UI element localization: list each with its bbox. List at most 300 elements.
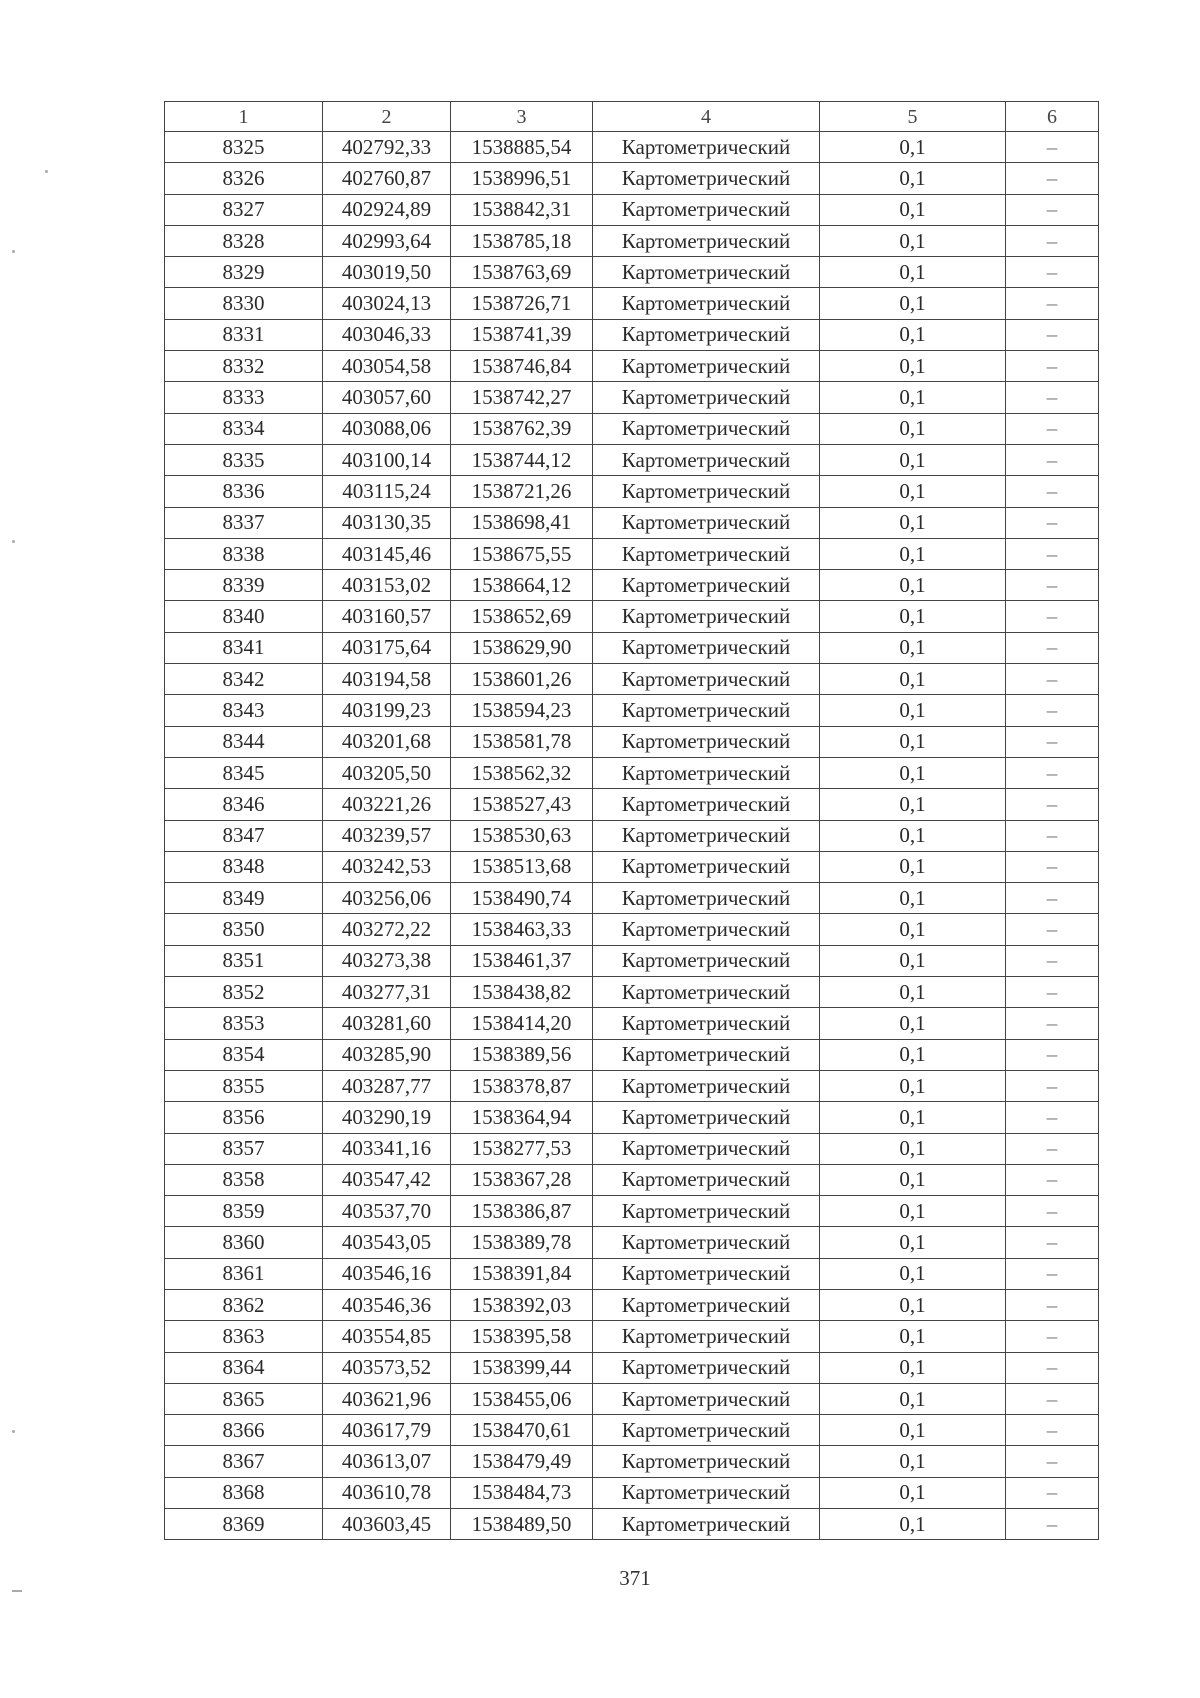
y-coordinate-cell: 1538721,26 [451,476,593,507]
y-coordinate-cell: 1538746,84 [451,351,593,382]
x-coordinate-cell: 403546,16 [323,1258,451,1289]
point-number-cell: 8336 [165,476,323,507]
method-cell: Картометрический [593,664,820,695]
x-coordinate-cell: 403153,02 [323,570,451,601]
method-cell: Картометрический [593,789,820,820]
point-number-cell: 8337 [165,507,323,538]
y-coordinate-cell: 1538378,87 [451,1070,593,1101]
point-number-cell: 8347 [165,820,323,851]
table-row [165,1258,1099,1289]
accuracy-cell: 0,1 [820,1446,1006,1477]
note-cell: – [1006,977,1099,1008]
method-cell: Картометрический [593,351,820,382]
method-cell: Картометрический [593,382,820,413]
point-number-cell: 8333 [165,382,323,413]
note-cell: – [1006,1509,1099,1540]
y-coordinate-cell: 1538392,03 [451,1289,593,1320]
table-row [165,413,1099,444]
method-cell: Картометрический [593,194,820,225]
x-coordinate-cell: 403115,24 [323,476,451,507]
method-cell: Картометрический [593,1196,820,1227]
y-coordinate-cell: 1538414,20 [451,1008,593,1039]
note-cell: – [1006,1383,1099,1414]
point-number-cell: 8368 [165,1477,323,1508]
accuracy-cell: 0,1 [820,1289,1006,1320]
accuracy-cell: 0,1 [820,1070,1006,1101]
accuracy-cell: 0,1 [820,632,1006,663]
column-header: 1 [165,102,323,132]
x-coordinate-cell: 403621,96 [323,1383,451,1414]
note-cell: – [1006,413,1099,444]
y-coordinate-cell: 1538562,32 [451,757,593,788]
method-cell: Картометрический [593,601,820,632]
note-cell: – [1006,883,1099,914]
table-row [165,132,1099,163]
accuracy-cell: 0,1 [820,1008,1006,1039]
table-row [165,1321,1099,1352]
column-header: 6 [1006,102,1099,132]
method-cell: Картометрический [593,1133,820,1164]
table-row [165,225,1099,256]
table-row [165,726,1099,757]
accuracy-cell: 0,1 [820,1509,1006,1540]
note-cell: – [1006,664,1099,695]
y-coordinate-cell: 1538996,51 [451,163,593,194]
x-coordinate-cell: 403613,07 [323,1446,451,1477]
y-coordinate-cell: 1538513,68 [451,851,593,882]
table-row [165,194,1099,225]
page-number: 371 [619,1566,651,1590]
x-coordinate-cell: 403239,57 [323,820,451,851]
table-row [165,1509,1099,1540]
table-row [165,444,1099,475]
table-row [165,257,1099,288]
note-cell: – [1006,601,1099,632]
point-number-cell: 8334 [165,413,323,444]
y-coordinate-cell: 1538664,12 [451,570,593,601]
method-cell: Картометрический [593,163,820,194]
table-row [165,820,1099,851]
method-cell: Картометрический [593,1102,820,1133]
note-cell: – [1006,695,1099,726]
point-number-cell: 8340 [165,601,323,632]
point-number-cell: 8330 [165,288,323,319]
x-coordinate-cell: 403057,60 [323,382,451,413]
accuracy-cell: 0,1 [820,1227,1006,1258]
note-cell: – [1006,382,1099,413]
point-number-cell: 8359 [165,1196,323,1227]
accuracy-cell: 0,1 [820,194,1006,225]
note-cell: – [1006,1008,1099,1039]
scan-speck [45,170,48,173]
x-coordinate-cell: 403175,64 [323,632,451,663]
accuracy-cell: 0,1 [820,914,1006,945]
y-coordinate-cell: 1538484,73 [451,1477,593,1508]
scan-speck [12,1430,15,1433]
method-cell: Картометрический [593,413,820,444]
note-cell: – [1006,945,1099,976]
y-coordinate-cell: 1538461,37 [451,945,593,976]
x-coordinate-cell: 403285,90 [323,1039,451,1070]
method-cell: Картометрический [593,1258,820,1289]
accuracy-cell: 0,1 [820,476,1006,507]
table-row [165,1352,1099,1383]
accuracy-cell: 0,1 [820,319,1006,350]
table-row [165,1164,1099,1195]
table-row [165,351,1099,382]
point-number-cell: 8345 [165,757,323,788]
coordinates-table [164,101,1099,1540]
y-coordinate-cell: 1538463,33 [451,914,593,945]
note-cell: – [1006,507,1099,538]
note-cell: – [1006,570,1099,601]
point-number-cell: 8341 [165,632,323,663]
method-cell: Картометрический [593,1070,820,1101]
point-number-cell: 8351 [165,945,323,976]
table-row [165,382,1099,413]
accuracy-cell: 0,1 [820,1477,1006,1508]
y-coordinate-cell: 1538581,78 [451,726,593,757]
scan-speck [12,250,15,253]
table-row [165,1102,1099,1133]
table-row [165,851,1099,882]
note-cell: – [1006,319,1099,350]
note-cell: – [1006,757,1099,788]
x-coordinate-cell: 403617,79 [323,1415,451,1446]
y-coordinate-cell: 1538652,69 [451,601,593,632]
y-coordinate-cell: 1538726,71 [451,288,593,319]
table-row [165,1196,1099,1227]
table-row [165,1039,1099,1070]
x-coordinate-cell: 403221,26 [323,789,451,820]
point-number-cell: 8335 [165,444,323,475]
point-number-cell: 8352 [165,977,323,1008]
accuracy-cell: 0,1 [820,1383,1006,1414]
method-cell: Картометрический [593,977,820,1008]
y-coordinate-cell: 1538629,90 [451,632,593,663]
column-header: 3 [451,102,593,132]
method-cell: Картометрический [593,695,820,726]
table-row [165,476,1099,507]
x-coordinate-cell: 403546,36 [323,1289,451,1320]
y-coordinate-cell: 1538744,12 [451,444,593,475]
y-coordinate-cell: 1538530,63 [451,820,593,851]
table-row [165,1383,1099,1414]
x-coordinate-cell: 403290,19 [323,1102,451,1133]
x-coordinate-cell: 403046,33 [323,319,451,350]
y-coordinate-cell: 1538367,28 [451,1164,593,1195]
x-coordinate-cell: 403547,42 [323,1164,451,1195]
note-cell: – [1006,1227,1099,1258]
accuracy-cell: 0,1 [820,757,1006,788]
point-number-cell: 8326 [165,163,323,194]
y-coordinate-cell: 1538842,31 [451,194,593,225]
method-cell: Картометрический [593,820,820,851]
note-cell: – [1006,1258,1099,1289]
accuracy-cell: 0,1 [820,851,1006,882]
method-cell: Картометрический [593,1227,820,1258]
table-row [165,538,1099,569]
y-coordinate-cell: 1538277,53 [451,1133,593,1164]
point-number-cell: 8360 [165,1227,323,1258]
scan-speck [12,540,15,543]
table-row [165,1415,1099,1446]
point-number-cell: 8332 [165,351,323,382]
table-row [165,1070,1099,1101]
point-number-cell: 8357 [165,1133,323,1164]
accuracy-cell: 0,1 [820,507,1006,538]
method-cell: Картометрический [593,1008,820,1039]
note-cell: – [1006,132,1099,163]
point-number-cell: 8350 [165,914,323,945]
note-cell: – [1006,194,1099,225]
accuracy-cell: 0,1 [820,570,1006,601]
method-cell: Картометрический [593,225,820,256]
y-coordinate-cell: 1538438,82 [451,977,593,1008]
point-number-cell: 8338 [165,538,323,569]
x-coordinate-cell: 403281,60 [323,1008,451,1039]
note-cell: – [1006,1164,1099,1195]
note-cell: – [1006,288,1099,319]
method-cell: Картометрический [593,132,820,163]
method-cell: Картометрический [593,1164,820,1195]
point-number-cell: 8349 [165,883,323,914]
y-coordinate-cell: 1538785,18 [451,225,593,256]
point-number-cell: 8361 [165,1258,323,1289]
method-cell: Картометрический [593,507,820,538]
x-coordinate-cell: 403201,68 [323,726,451,757]
table-row [165,883,1099,914]
y-coordinate-cell: 1538479,49 [451,1446,593,1477]
method-cell: Картометрический [593,1321,820,1352]
x-coordinate-cell: 403272,22 [323,914,451,945]
note-cell: – [1006,1070,1099,1101]
accuracy-cell: 0,1 [820,413,1006,444]
point-number-cell: 8363 [165,1321,323,1352]
note-cell: – [1006,726,1099,757]
table-row [165,1133,1099,1164]
note-cell: – [1006,1133,1099,1164]
accuracy-cell: 0,1 [820,820,1006,851]
y-coordinate-cell: 1538389,56 [451,1039,593,1070]
x-coordinate-cell: 403554,85 [323,1321,451,1352]
x-coordinate-cell: 403054,58 [323,351,451,382]
method-cell: Картометрический [593,1039,820,1070]
note-cell: – [1006,851,1099,882]
method-cell: Картометрический [593,757,820,788]
point-number-cell: 8344 [165,726,323,757]
y-coordinate-cell: 1538675,55 [451,538,593,569]
method-cell: Картометрический [593,914,820,945]
note-cell: – [1006,538,1099,569]
column-header: 5 [820,102,1006,132]
y-coordinate-cell: 1538527,43 [451,789,593,820]
y-coordinate-cell: 1538364,94 [451,1102,593,1133]
table-row [165,977,1099,1008]
x-coordinate-cell: 403277,31 [323,977,451,1008]
y-coordinate-cell: 1538399,44 [451,1352,593,1383]
x-coordinate-cell: 403019,50 [323,257,451,288]
x-coordinate-cell: 403024,13 [323,288,451,319]
y-coordinate-cell: 1538391,84 [451,1258,593,1289]
x-coordinate-cell: 403145,46 [323,538,451,569]
x-coordinate-cell: 403199,23 [323,695,451,726]
accuracy-cell: 0,1 [820,789,1006,820]
note-cell: – [1006,444,1099,475]
method-cell: Картометрический [593,851,820,882]
accuracy-cell: 0,1 [820,1258,1006,1289]
accuracy-cell: 0,1 [820,601,1006,632]
x-coordinate-cell: 403610,78 [323,1477,451,1508]
point-number-cell: 8328 [165,225,323,256]
method-cell: Картометрический [593,1509,820,1540]
accuracy-cell: 0,1 [820,1039,1006,1070]
accuracy-cell: 0,1 [820,945,1006,976]
note-cell: – [1006,1477,1099,1508]
method-cell: Картометрический [593,570,820,601]
point-number-cell: 8364 [165,1352,323,1383]
method-cell: Картометрический [593,538,820,569]
method-cell: Картометрический [593,1446,820,1477]
table-row [165,945,1099,976]
point-number-cell: 8356 [165,1102,323,1133]
accuracy-cell: 0,1 [820,883,1006,914]
x-coordinate-cell: 403273,38 [323,945,451,976]
table-row [165,319,1099,350]
table-row [165,757,1099,788]
y-coordinate-cell: 1538885,54 [451,132,593,163]
x-coordinate-cell: 403205,50 [323,757,451,788]
method-cell: Картометрический [593,726,820,757]
table-row [165,1008,1099,1039]
y-coordinate-cell: 1538698,41 [451,507,593,538]
accuracy-cell: 0,1 [820,664,1006,695]
point-number-cell: 8339 [165,570,323,601]
note-cell: – [1006,225,1099,256]
accuracy-cell: 0,1 [820,132,1006,163]
x-coordinate-cell: 403543,05 [323,1227,451,1258]
method-cell: Картометрический [593,444,820,475]
x-coordinate-cell: 403100,14 [323,444,451,475]
table-row [165,601,1099,632]
table-row [165,789,1099,820]
table-row [165,632,1099,663]
accuracy-cell: 0,1 [820,1102,1006,1133]
point-number-cell: 8367 [165,1446,323,1477]
column-header: 4 [593,102,820,132]
table-row [165,1477,1099,1508]
y-coordinate-cell: 1538742,27 [451,382,593,413]
x-coordinate-cell: 402993,64 [323,225,451,256]
x-coordinate-cell: 402792,33 [323,132,451,163]
method-cell: Картометрический [593,1383,820,1414]
point-number-cell: 8369 [165,1509,323,1540]
method-cell: Картометрический [593,1352,820,1383]
note-cell: – [1006,1196,1099,1227]
point-number-cell: 8342 [165,664,323,695]
point-number-cell: 8331 [165,319,323,350]
method-cell: Картометрический [593,288,820,319]
accuracy-cell: 0,1 [820,351,1006,382]
note-cell: – [1006,1102,1099,1133]
accuracy-cell: 0,1 [820,257,1006,288]
accuracy-cell: 0,1 [820,1321,1006,1352]
y-coordinate-cell: 1538455,06 [451,1383,593,1414]
x-coordinate-cell: 403287,77 [323,1070,451,1101]
point-number-cell: 8353 [165,1008,323,1039]
accuracy-cell: 0,1 [820,726,1006,757]
method-cell: Картометрический [593,257,820,288]
table-row [165,664,1099,695]
accuracy-cell: 0,1 [820,695,1006,726]
method-cell: Картометрический [593,319,820,350]
accuracy-cell: 0,1 [820,382,1006,413]
accuracy-cell: 0,1 [820,444,1006,475]
y-coordinate-cell: 1538490,74 [451,883,593,914]
y-coordinate-cell: 1538763,69 [451,257,593,288]
x-coordinate-cell: 403160,57 [323,601,451,632]
note-cell: – [1006,1289,1099,1320]
x-coordinate-cell: 403573,52 [323,1352,451,1383]
method-cell: Картометрический [593,1477,820,1508]
y-coordinate-cell: 1538470,61 [451,1415,593,1446]
note-cell: – [1006,163,1099,194]
table-row [165,1227,1099,1258]
method-cell: Картометрический [593,1415,820,1446]
y-coordinate-cell: 1538389,78 [451,1227,593,1258]
accuracy-cell: 0,1 [820,538,1006,569]
accuracy-cell: 0,1 [820,163,1006,194]
x-coordinate-cell: 402924,89 [323,194,451,225]
x-coordinate-cell: 403256,06 [323,883,451,914]
note-cell: – [1006,476,1099,507]
point-number-cell: 8348 [165,851,323,882]
table-header-row [165,102,1099,132]
table-row [165,163,1099,194]
table-row [165,1289,1099,1320]
point-number-cell: 8329 [165,257,323,288]
point-number-cell: 8362 [165,1289,323,1320]
method-cell: Картометрический [593,945,820,976]
x-coordinate-cell: 403341,16 [323,1133,451,1164]
point-number-cell: 8325 [165,132,323,163]
accuracy-cell: 0,1 [820,1164,1006,1195]
y-coordinate-cell: 1538489,50 [451,1509,593,1540]
x-coordinate-cell: 403603,45 [323,1509,451,1540]
x-coordinate-cell: 403242,53 [323,851,451,882]
y-coordinate-cell: 1538601,26 [451,664,593,695]
y-coordinate-cell: 1538594,23 [451,695,593,726]
x-coordinate-cell: 403088,06 [323,413,451,444]
point-number-cell: 8346 [165,789,323,820]
table-row [165,570,1099,601]
method-cell: Картометрический [593,632,820,663]
point-number-cell: 8358 [165,1164,323,1195]
table-row [165,288,1099,319]
note-cell: – [1006,351,1099,382]
accuracy-cell: 0,1 [820,225,1006,256]
point-number-cell: 8343 [165,695,323,726]
point-number-cell: 8366 [165,1415,323,1446]
method-cell: Картометрический [593,1289,820,1320]
y-coordinate-cell: 1538762,39 [451,413,593,444]
note-cell: – [1006,914,1099,945]
table-row [165,507,1099,538]
point-number-cell: 8327 [165,194,323,225]
method-cell: Картометрический [593,476,820,507]
accuracy-cell: 0,1 [820,1196,1006,1227]
accuracy-cell: 0,1 [820,288,1006,319]
